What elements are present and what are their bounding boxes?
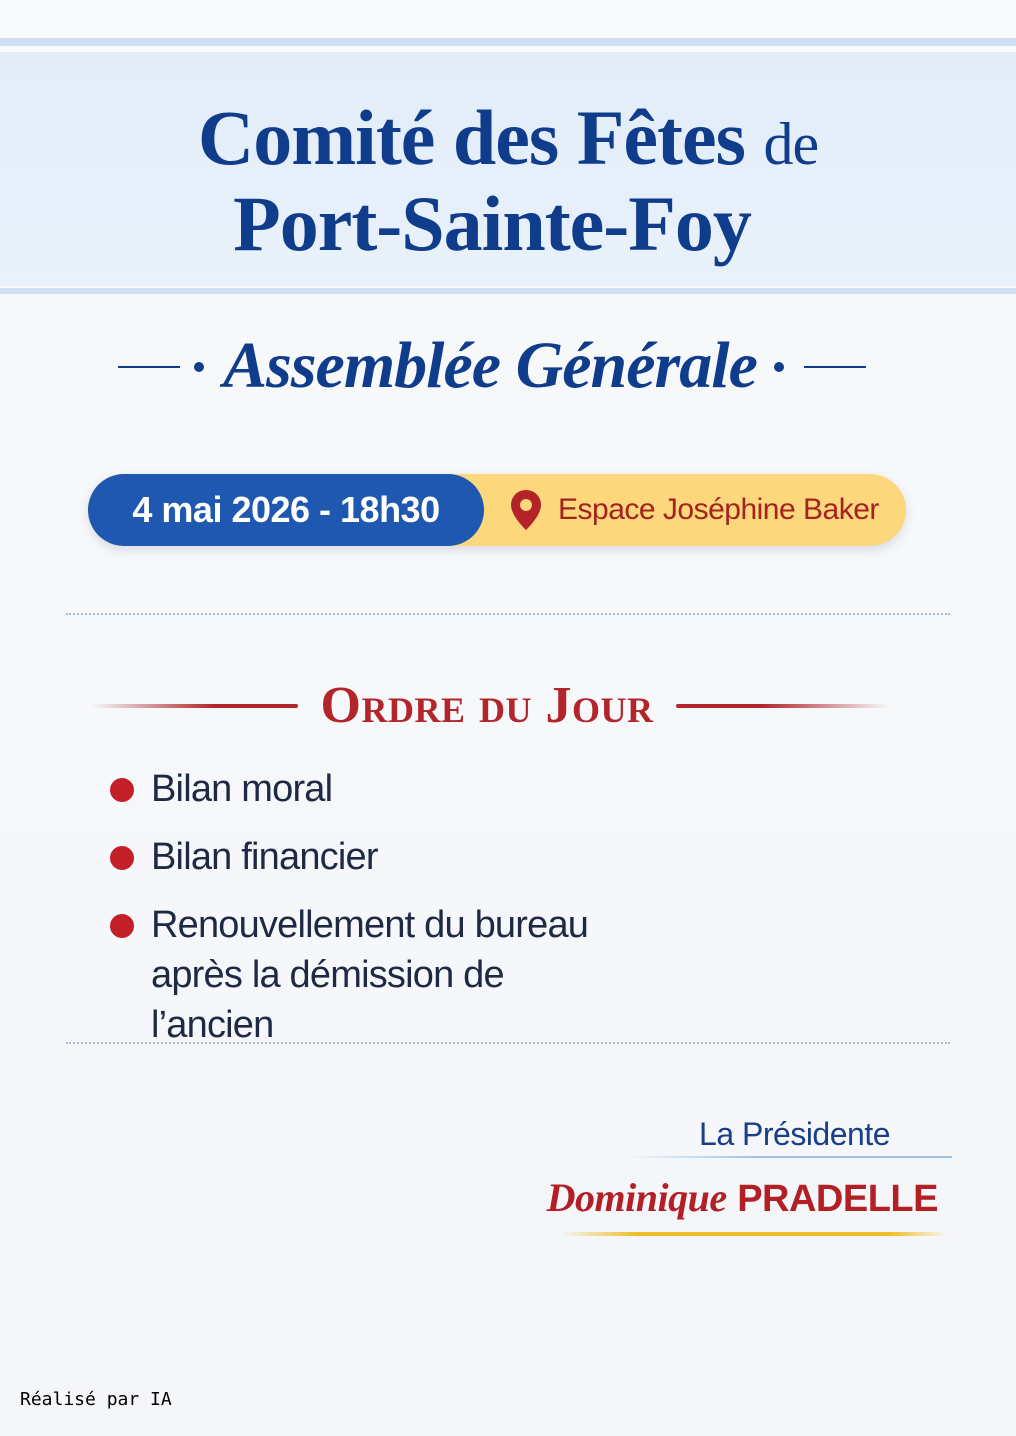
- agenda-item-text: Bilan financier: [151, 836, 378, 878]
- signature-first-name: Dominique: [546, 1175, 727, 1220]
- heading-dash-right: [804, 366, 866, 368]
- signature-role: La Présidente: [699, 1116, 890, 1152]
- agenda-item-text: Bilan moral: [151, 768, 333, 810]
- bullet-dot: [110, 846, 134, 870]
- assembly-heading: [0, 326, 1016, 406]
- heading-dot-left: [194, 362, 204, 372]
- agenda-rule-right: [676, 704, 888, 708]
- bullet-dot: [110, 778, 134, 802]
- signature-rule-blue: [628, 1156, 952, 1158]
- header-bottom-rule: [0, 288, 1016, 294]
- title-line-1: [0, 92, 1016, 190]
- heading-dash-left: [118, 366, 180, 368]
- header-top-rule: [0, 38, 1016, 46]
- ai-credit-note: Réalisé par IA: [20, 1389, 172, 1410]
- divider-top: [66, 613, 950, 615]
- title-connector: de: [763, 111, 819, 177]
- agenda-item-text: Renouvellement du bureau après la démission de l’ancien: [151, 904, 589, 1046]
- agenda-title: Ordre du Jour: [320, 677, 654, 734]
- heading-dot-right: [774, 362, 784, 372]
- signature-last-name: PRADELLE: [737, 1178, 938, 1220]
- assembly-label: Assemblée Générale: [223, 329, 757, 402]
- map-pin-icon: [508, 488, 544, 532]
- event-info-pill: [88, 474, 906, 546]
- divider-bottom: [66, 1042, 950, 1044]
- title-place: Port-Sainte-Foy: [233, 180, 751, 267]
- bullet-dot: [110, 914, 134, 938]
- signature-rule-gold: [560, 1232, 948, 1236]
- event-date-time: 4 mai 2026 - 18h30: [88, 474, 484, 546]
- event-venue: Espace Joséphine Baker: [558, 493, 879, 526]
- signature-name: [540, 1170, 938, 1227]
- title-main: Comité des Fêtes: [197, 94, 745, 181]
